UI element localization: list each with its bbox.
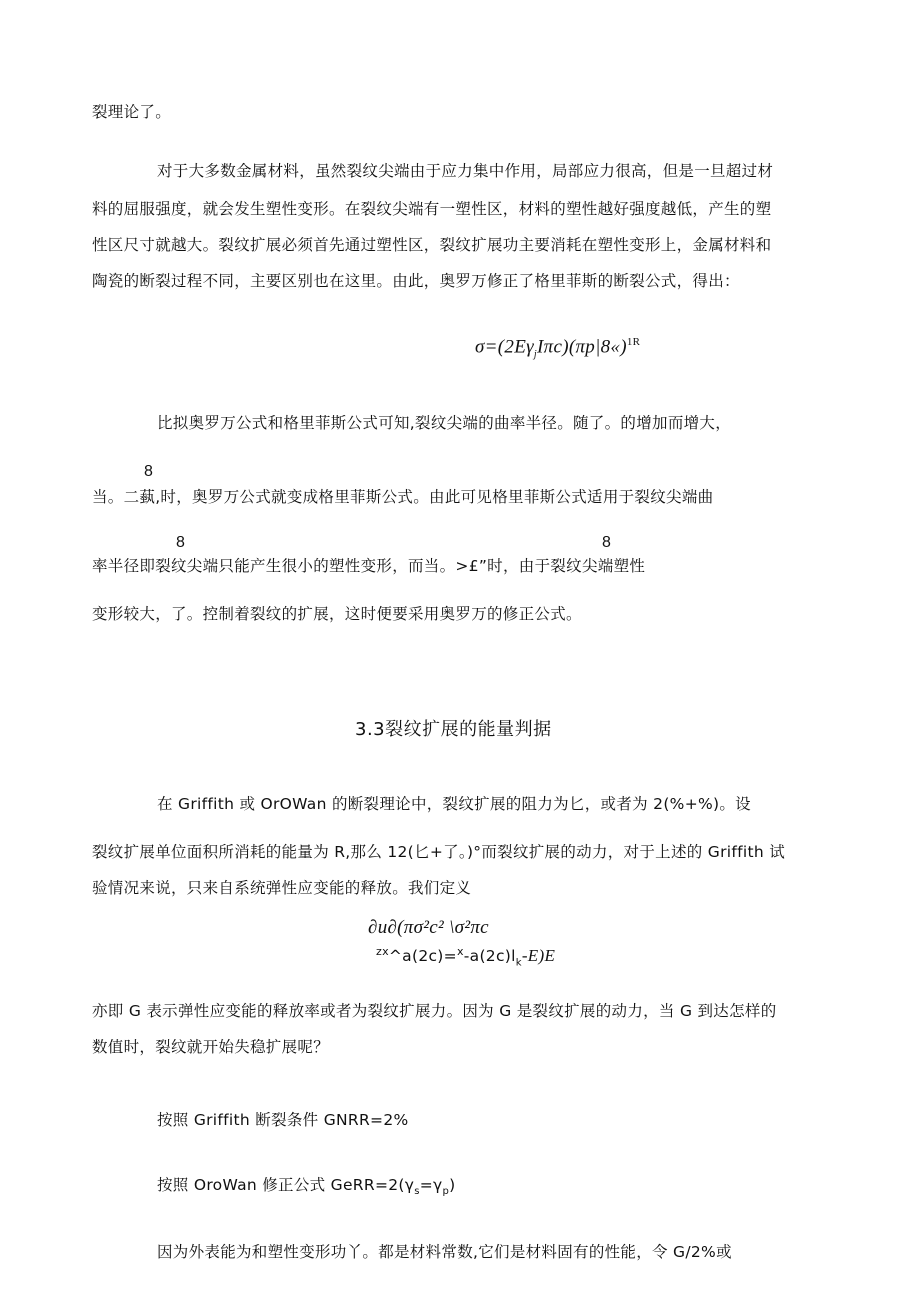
formula-main: σ=(2Eγ bbox=[475, 336, 534, 358]
marker-8-c: 8 bbox=[602, 534, 612, 551]
section-heading: 3.3裂纹扩展的能量判据 bbox=[355, 719, 552, 740]
cond2-end: ) bbox=[449, 1176, 456, 1194]
formula-rest: Iπc)(πp|8«) bbox=[537, 336, 627, 358]
paragraph-2-line-1: 比拟奥罗万公式和格里菲斯公式可知,裂纹尖端的曲率半径。随了。的增加而增大， bbox=[157, 414, 732, 432]
griffith-condition: 按照 Griffith 断裂条件 GNRR=2% bbox=[157, 1111, 409, 1129]
formula2-prefix: zx bbox=[376, 945, 389, 958]
cond2-s: s bbox=[414, 1186, 420, 1198]
paragraph-4-line-1: 亦即 G 表示弹性应变能的释放率或者为裂纹扩展力。因为 G 是裂纹扩展的动力，当 G 到达怎样的 bbox=[92, 1002, 777, 1020]
orowan-condition bbox=[157, 1178, 456, 1197]
cond2-p: p bbox=[442, 1186, 450, 1198]
orowan-formula bbox=[475, 337, 640, 360]
formula-sub: j bbox=[533, 349, 538, 361]
cond2-prefix: 按照 OroWan 修正公式 GeRR=2(γ bbox=[157, 1176, 415, 1194]
paragraph-1-line-4: 陶瓷的断裂过程不同，主要区别也在这里。由此，奥罗万修正了格里菲斯的断裂公式，得出： bbox=[92, 272, 740, 290]
marker-8-b: 8 bbox=[176, 534, 186, 551]
formula2-x: x bbox=[456, 945, 464, 958]
paragraph-2-line-2: 当。二蓺,时，奥罗万公式就变成格里菲斯公式。由此可见格里菲斯公式适用于裂纹尖端曲 bbox=[92, 488, 714, 506]
energy-release-formula-line-2 bbox=[376, 946, 555, 968]
paragraph-3-line-2: 裂纹扩展单位面积所消耗的能量为 R,那么 12(匕+了。)°而裂纹扩展的动力，对于上述的 Griffith 试 bbox=[92, 843, 786, 861]
paragraph-4-line-2: 数值时，裂纹就开始失稳扩展呢？ bbox=[92, 1038, 330, 1056]
cond2-mid: =γ bbox=[419, 1176, 443, 1194]
paragraph-5-line-1: 因为外表能为和塑性变形功丫。都是材料常数,它们是材料固有的性能，令 G/2%或 bbox=[157, 1243, 732, 1261]
formula2-mid: ^a(2c)= bbox=[388, 947, 457, 966]
paragraph-1-line-2: 料的屈服强度，就会发生塑性变形。在裂纹尖端有一塑性区，材料的塑性越好强度越低，产生的塑 bbox=[92, 200, 772, 218]
formula2-end: -E)E bbox=[521, 946, 556, 966]
paragraph-3-line-1: 在 Griffith 或 OrOWan 的断裂理论中，裂纹扩展的阻力为匕，或者为 2(%+%)。设 bbox=[157, 795, 751, 813]
paragraph-0-line-1: 裂理论了。 bbox=[92, 103, 172, 121]
paragraph-2-line-4: 变形较大，了。控制着裂纹的扩展，这时便要采用奥罗万的修正公式。 bbox=[92, 605, 582, 623]
formula2-k: k bbox=[515, 957, 522, 969]
formula2-rest: -a(2c)l bbox=[463, 947, 516, 966]
paragraph-2-line-3: 率半径即裂纹尖端只能产生很小的塑性变形，而当。>£”时，由于裂纹尖端塑性 bbox=[92, 557, 646, 575]
formula-sup: 1R bbox=[626, 336, 641, 348]
marker-8-a: 8 bbox=[144, 463, 154, 480]
paragraph-3-line-3: 验情况来说，只来自系统弹性应变能的释放。我们定义 bbox=[92, 879, 472, 897]
paragraph-1-line-1: 对于大多数金属材料，虽然裂纹尖端由于应力集中作用，局部应力很高，但是一旦超过材 bbox=[157, 162, 774, 180]
energy-release-formula-line-1: ∂u∂(πσ²c² \σ²πc bbox=[368, 917, 489, 938]
paragraph-1-line-3: 性区尺寸就越大。裂纹扩展必须首先通过塑性区，裂纹扩展功主要消耗在塑性变形上，金属材料和 bbox=[92, 236, 772, 254]
